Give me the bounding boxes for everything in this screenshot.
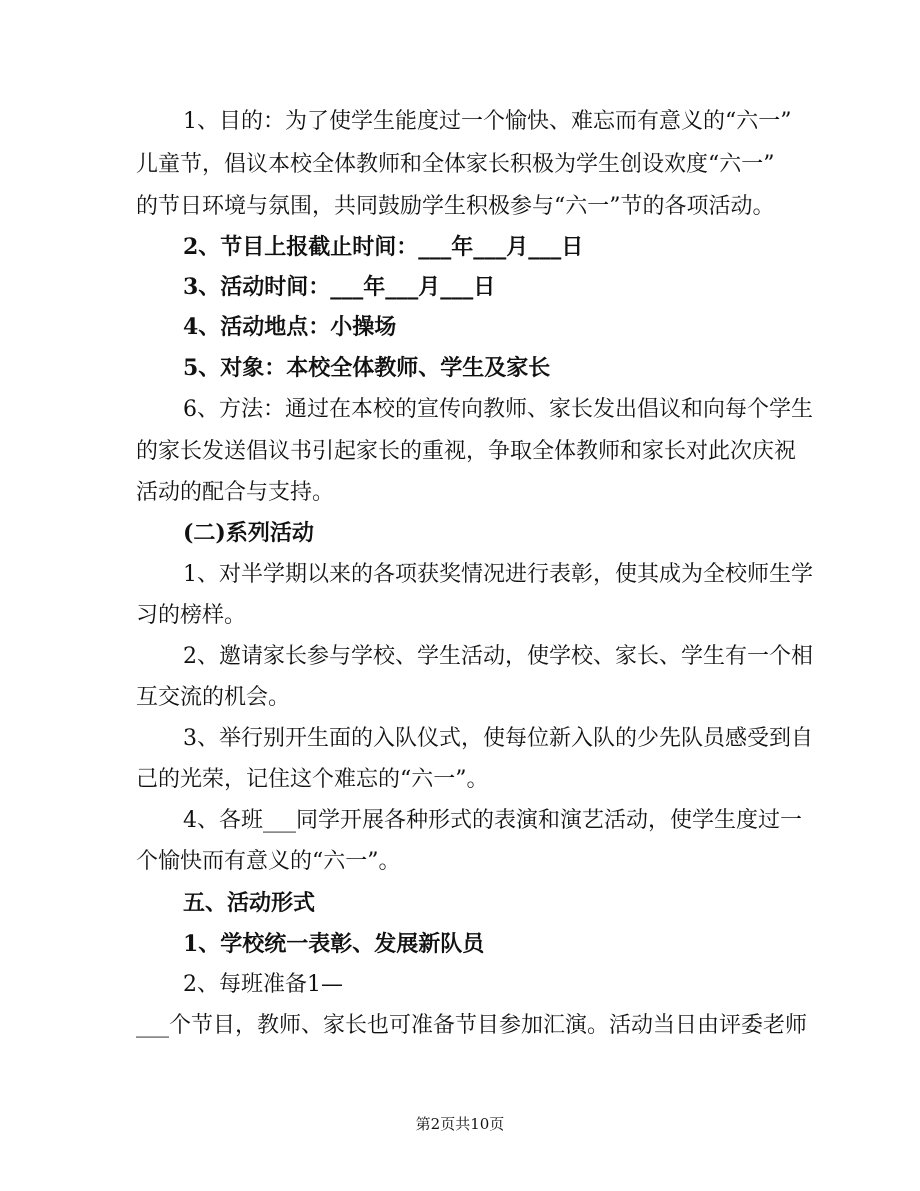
series-item-4-line-1: 4、各班___同学开展各种形式的表演和演艺活动，使学生度过一	[183, 808, 802, 833]
item-2-deadline: 2、节目上报截止时间：___年___月___日	[183, 234, 584, 260]
series-item-2-line-2: 互交流的机会。	[136, 685, 291, 710]
item-6-line-2: 的家长发送倡议书引起家长的重视，争取全体教师和家长对此次庆祝	[136, 439, 797, 464]
series-item-3-line-2: 己的光荣，记住这个难忘的“六一”。	[136, 767, 489, 792]
series-item-1-line-2: 习的榜样。	[136, 603, 247, 628]
item-1-line-2: 儿童节，倡议本校全体教师和全体家长积极为学生创设欢度“六一”	[136, 152, 775, 177]
page-number-footer: 第2页共10页	[415, 1115, 505, 1133]
item-1-line-1: 1、目的：为了使学生能度过一个愉快、难忘而有意义的“六一”	[183, 109, 792, 134]
item-4-location: 4、活动地点：小操场	[183, 314, 397, 340]
item-6-line-1: 6、方法：通过在本校的宣传向教师、家长发出倡议和向每个学生	[183, 397, 813, 422]
section-heading-series: (二)系列活动	[183, 520, 314, 546]
item-5-audience: 5、对象：本校全体教师、学生及家长	[183, 355, 551, 381]
format-item-2: 2、每班准备1—	[183, 972, 343, 997]
section-heading-format: 五、活动形式	[183, 890, 316, 916]
item-3-activity-time: 3、活动时间：___年___月___日	[183, 274, 496, 300]
format-item-2-continued: ___个节目，教师、家长也可准备节目参加汇演。活动当日由评委老师	[136, 1013, 808, 1038]
series-item-4-line-2: 个愉快而有意义的“六一”。	[136, 849, 401, 874]
item-6-line-3: 活动的配合与支持。	[136, 480, 335, 505]
series-item-2-line-1: 2、邀请家长参与学校、学生活动，使学校、家长、学生有一个相	[183, 644, 813, 669]
series-item-3-line-1: 3、举行别开生面的入队仪式，使每位新入队的少先队员感受到自	[183, 726, 813, 751]
series-item-1-line-1: 1、对半学期以来的各项获奖情况进行表彰，使其成为全校师生学	[183, 562, 813, 587]
format-item-1: 1、学校统一表彰、发展新队员	[183, 931, 485, 957]
item-1-line-3: 的节日环境与氛围，共同鼓励学生积极参与“六一”节的各项活动。	[136, 194, 775, 219]
